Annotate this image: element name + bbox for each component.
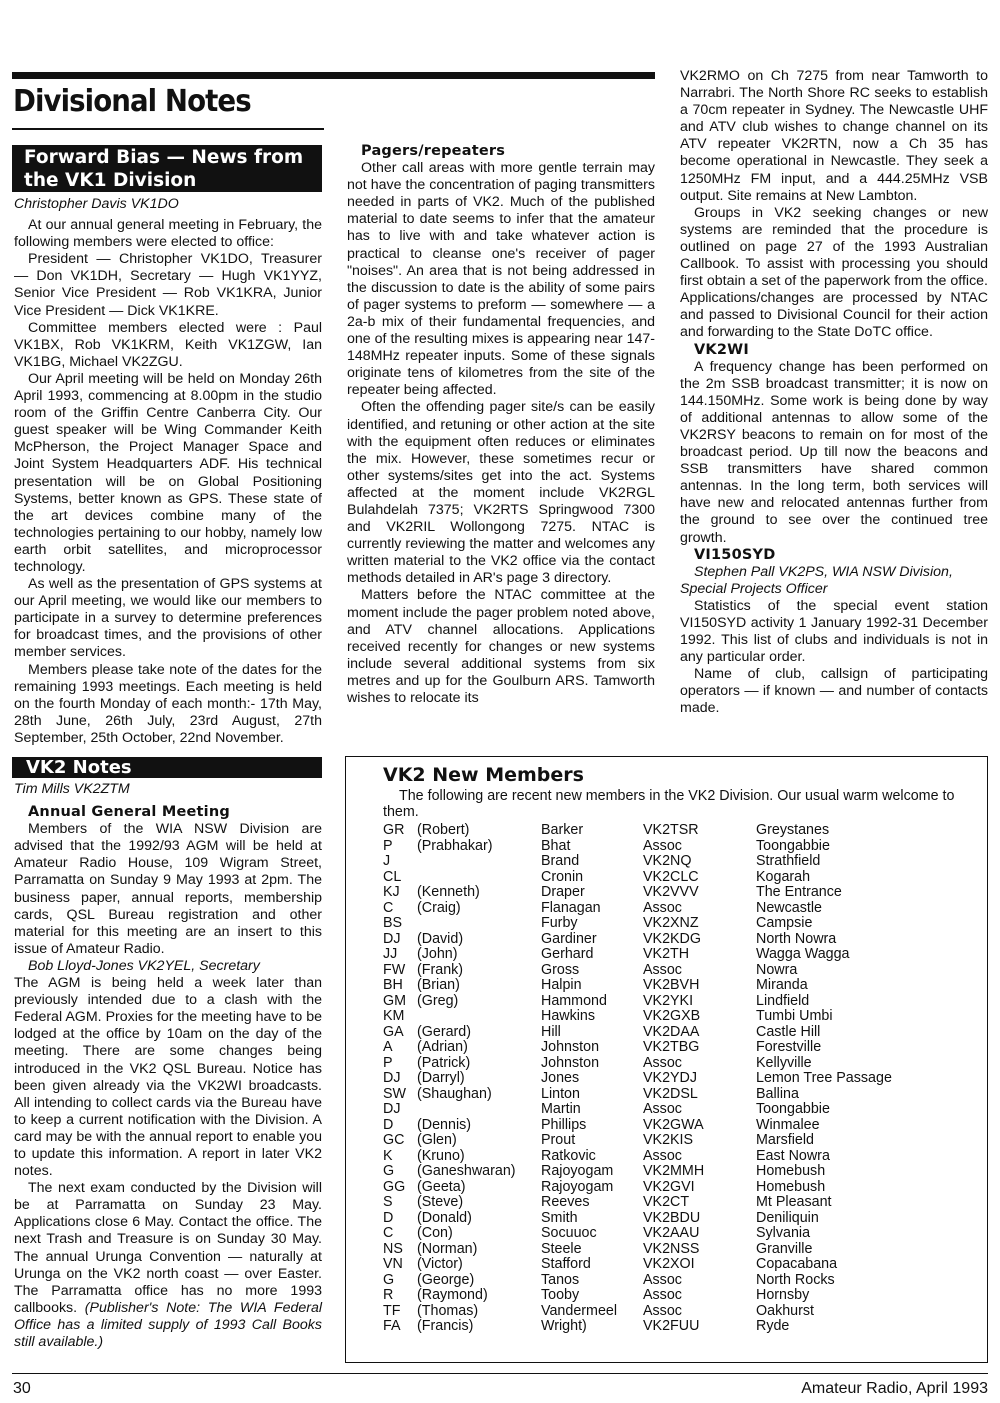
member-suburb: Wagga Wagga xyxy=(756,946,850,962)
member-row xyxy=(383,870,956,886)
member-surname: Cronin xyxy=(541,868,584,885)
member-callsign: Assoc xyxy=(643,961,682,978)
member-surname: Linton xyxy=(541,1085,580,1102)
member-row xyxy=(383,885,956,901)
member-callsign: Assoc xyxy=(643,837,682,854)
member-initials: KJ xyxy=(383,884,400,900)
member-given-name: (Darryl) xyxy=(417,1070,465,1086)
member-surname: Reeves xyxy=(541,1194,590,1210)
member-surname: Phillips xyxy=(541,1116,587,1133)
member-surname: Bhat xyxy=(541,837,571,854)
member-suburb: Oakhurst xyxy=(756,1302,815,1319)
member-row xyxy=(383,947,956,963)
member-callsign: VK2KIS xyxy=(643,1132,694,1148)
member-given-name xyxy=(417,916,541,932)
member-suburb: Ryde xyxy=(756,1318,790,1334)
member-given-name: (Craig) xyxy=(417,899,461,916)
vk1-banner xyxy=(12,145,322,192)
member-surname: Smith xyxy=(541,1209,578,1226)
member-row xyxy=(383,978,956,994)
publication-footer: Amateur Radio, April 1993 xyxy=(801,1380,988,1397)
vk2wi-subhead: VK2WI xyxy=(694,341,749,358)
right-column xyxy=(680,68,988,718)
member-row xyxy=(383,1211,956,1227)
member-row xyxy=(383,1040,956,1056)
member-given-name: (Adrian) xyxy=(417,1039,468,1055)
member-given-name: (Victor) xyxy=(417,1256,463,1272)
member-suburb: Strathfield xyxy=(756,853,821,869)
member-row xyxy=(383,1273,956,1289)
member-callsign: VK2KDG xyxy=(643,930,702,947)
right-paragraph: Name of club, callsign of participating operators — if known — and number of contacts made. xyxy=(680,666,988,717)
vk1-byline: Christopher Davis VK1DO xyxy=(14,196,179,212)
member-callsign: VK2XOI xyxy=(643,1256,695,1272)
member-given-name: (Frank) xyxy=(417,961,464,978)
member-surname: Tooby xyxy=(541,1287,580,1303)
member-suburb: North Rocks xyxy=(756,1271,835,1288)
member-suburb: Forestville xyxy=(756,1039,822,1055)
member-row xyxy=(383,963,956,979)
member-suburb: Copacabana xyxy=(756,1256,838,1272)
member-initials: GC xyxy=(383,1132,405,1148)
member-surname: Gardiner xyxy=(541,930,597,947)
member-row xyxy=(383,854,956,870)
member-suburb: North Nowra xyxy=(756,930,837,947)
member-suburb: Toongabbie xyxy=(756,1101,830,1117)
member-given-name: (Patrick) xyxy=(417,1054,471,1071)
vk1-banner-line2: the VK1 Division xyxy=(24,170,197,191)
member-callsign: Assoc xyxy=(643,1302,682,1319)
member-initials: SW xyxy=(383,1085,407,1102)
member-suburb: Ballina xyxy=(756,1085,799,1102)
member-initials: BH xyxy=(383,977,403,993)
member-initials: A xyxy=(383,1039,393,1055)
agm-subhead: Annual General Meeting xyxy=(28,804,230,821)
member-surname: Vandermeel xyxy=(541,1302,618,1319)
member-surname: Rajoyogam xyxy=(541,1163,614,1179)
vk2-byline: Tim Mills VK2ZTM xyxy=(14,781,130,797)
member-surname: Stafford xyxy=(541,1256,591,1272)
member-callsign: Assoc xyxy=(643,1147,682,1164)
member-initials: C xyxy=(383,1225,394,1241)
member-surname: Brand xyxy=(541,853,580,869)
member-callsign: Assoc xyxy=(643,1271,682,1288)
member-callsign: Assoc xyxy=(643,899,682,916)
member-given-name: (Steve) xyxy=(417,1194,464,1210)
member-given-name xyxy=(417,870,541,886)
member-suburb: Hornsby xyxy=(756,1287,810,1303)
member-callsign: VK2GXB xyxy=(643,1008,701,1024)
member-given-name: (David) xyxy=(417,930,464,947)
new-members-box xyxy=(345,756,988,1363)
member-callsign: VK2BVH xyxy=(643,977,700,993)
member-surname: Ratkovic xyxy=(541,1147,596,1164)
member-callsign: VK2XNZ xyxy=(643,915,699,931)
vi150syd-subhead: VI150SYD xyxy=(694,546,776,563)
member-given-name: (Greg) xyxy=(417,992,459,1009)
member-initials: FA xyxy=(383,1318,401,1334)
vk1-paragraph: Members please take note of the dates for the remaining 1993 meetings. Each meeting is held on the fourth Monday of each month:- 17th May, 28th June, 26th July, 23rd August, 27th September, 25th October, 22nd November. xyxy=(14,661,322,746)
vk2-paragraph xyxy=(14,1180,322,1351)
member-surname: Socuuoc xyxy=(541,1225,597,1241)
member-suburb: Sylvania xyxy=(756,1225,811,1241)
member-suburb: Kogarah xyxy=(756,868,811,885)
member-callsign: VK2CLC xyxy=(643,868,699,885)
vk2-paragraph-text: The next exam conducted by the Division will be at Parramatta on Sunday 23 May. Applications close 6 May. Contact the office. The next Trash and Treasure is on Sunday 30 May. The annual Urunga Convention — naturally at Urunga on the VK2 north coast — over Easter. The Parramatta office has no more 1993 callbooks. xyxy=(14,1180,322,1316)
member-row xyxy=(383,1102,956,1118)
member-surname: Martin xyxy=(541,1101,581,1117)
publisher-note: (Publisher's Note: The WIA Federal Office has a limited supply of 1993 Call Books still available.) xyxy=(14,1299,323,1350)
member-surname: Jones xyxy=(541,1070,580,1086)
member-row xyxy=(383,994,956,1010)
member-initials: GR xyxy=(383,822,405,838)
members-table xyxy=(383,823,956,1335)
member-initials: DJ xyxy=(383,1101,401,1117)
vk1-paragraph: Committee members elected were : Paul VK1BX, Rob VK1KRM, Keith VK1ZGW, Ian VK1BG, Michael VK2ZGU. xyxy=(14,319,322,370)
member-row xyxy=(383,1133,956,1149)
member-given-name: (Glen) xyxy=(417,1132,457,1148)
member-row xyxy=(383,1087,956,1103)
member-surname: Gerhard xyxy=(541,946,594,962)
member-suburb: Marsfield xyxy=(756,1132,814,1148)
member-row xyxy=(383,1242,956,1258)
member-initials: P xyxy=(383,1054,393,1071)
member-suburb: Lemon Tree Passage xyxy=(756,1070,892,1086)
member-given-name: (Kruno) xyxy=(417,1147,465,1164)
member-initials: K xyxy=(383,1147,393,1164)
member-initials: KM xyxy=(383,1008,405,1024)
member-surname: Johnston xyxy=(541,1054,600,1071)
member-callsign: VK2FUU xyxy=(643,1318,700,1334)
member-given-name: (George) xyxy=(417,1271,475,1288)
member-row xyxy=(383,1056,956,1072)
member-callsign: VK2YKI xyxy=(643,992,694,1009)
member-given-name: (Geeta) xyxy=(417,1178,466,1195)
member-surname: Draper xyxy=(541,884,585,900)
member-callsign: VK2DAA xyxy=(643,1023,700,1040)
member-initials: GM xyxy=(383,992,407,1009)
member-given-name: (Ganeshwaran) xyxy=(417,1163,516,1179)
member-callsign: Assoc xyxy=(643,1101,682,1117)
member-callsign: VK2MMH xyxy=(643,1163,705,1179)
vk1-banner-line1: Forward Bias — News from xyxy=(24,147,304,168)
member-given-name: (Donald) xyxy=(417,1209,472,1226)
vi150syd-byline: Special Projects Officer xyxy=(680,580,828,597)
page-title: Divisional Notes xyxy=(13,84,251,119)
member-initials: R xyxy=(383,1287,394,1303)
member-callsign: VK2TBG xyxy=(643,1039,700,1055)
member-initials: DJ xyxy=(383,930,401,947)
member-row xyxy=(383,1071,956,1087)
member-callsign: Assoc xyxy=(643,1287,682,1303)
member-surname: Wright) xyxy=(541,1318,587,1334)
member-callsign: VK2NQ xyxy=(643,853,692,869)
vk2-paragraph: Members of the WIA NSW Division are advised that the 1992/93 AGM will be held at Amateur Radio House, 109 Wigram Street, Parramatta on Sunday 9 May 1993 at 2pm. The business paper, annual reports, membership cards, QSL Bureau registration and other material for this meeting are an insert to this issue of Amateur Radio. xyxy=(14,821,322,957)
member-suburb: East Nowra xyxy=(756,1147,830,1164)
vk2-paragraph: The AGM is being held a week later than previously intended due to a clash with the Federal AGM. Proxies for the meeting have to be lodged at the office by 10am on the day of the meeting. There are some changes being introduced in the VK2 QSL Bureau. Notice has been given already via the VK2WI broadcasts. All intending to collect cards via the Bureau have to keep a current notification with the Division. A card may be with the annual report to enable you to update this information. A report in later VK2 notes. xyxy=(14,975,322,1180)
member-initials: G xyxy=(383,1271,395,1288)
member-callsign: VK2CT xyxy=(643,1194,690,1210)
member-suburb: Mt Pleasant xyxy=(756,1194,832,1210)
vk2-banner: VK2 Notes xyxy=(12,757,322,778)
vk1-paragraph: As well as the presentation of GPS systems at our April meeting, we would like our members to participate in a survey to determine preferences for broadcast times, and the provisions of other member services. xyxy=(14,576,322,661)
member-suburb: Miranda xyxy=(756,977,808,993)
member-callsign: VK2DSL xyxy=(643,1085,698,1102)
member-initials: S xyxy=(383,1194,393,1210)
member-suburb: Campsie xyxy=(756,915,813,931)
pagers-column xyxy=(347,143,655,707)
member-surname: Steele xyxy=(541,1240,582,1257)
pagers-paragraph: Matters before the NTAC committee at the moment include the pager problem noted above, and ATV channel allocations. Applications received recently for changes or new systems include several additional systems from six metres and up for the Goulburn ARS. Tamworth wishes to relocate its xyxy=(347,587,655,706)
member-given-name: (Norman) xyxy=(417,1240,478,1257)
member-row xyxy=(383,916,956,932)
member-callsign: VK2GVI xyxy=(643,1178,695,1195)
member-suburb: Granville xyxy=(756,1240,813,1257)
member-row xyxy=(383,932,956,948)
member-callsign: VK2TSR xyxy=(643,822,699,838)
member-surname: Gross xyxy=(541,961,580,978)
member-suburb: Winmalee xyxy=(756,1116,820,1133)
member-row xyxy=(383,1164,956,1180)
member-suburb: Deniliquin xyxy=(756,1209,819,1226)
member-callsign: VK2VVV xyxy=(643,884,699,900)
member-suburb: Nowra xyxy=(756,961,798,978)
member-suburb: Castle Hill xyxy=(756,1023,821,1040)
member-row xyxy=(383,823,956,839)
member-given-name: (Shaughan) xyxy=(417,1085,492,1102)
right-paragraph: A frequency change has been performed on the 2m SSB broadcast transmitter; it is now on 144.150MHz. Some work is being done by way of additional antennas to allow some of the VK2RSY beacons to remain on for most of the broadcast period. Up till now the beacons and SSB transmitters have shared common antennas. In the long term, both services will have new and relocated antennas further from the ground to see over the continued tree growth. xyxy=(680,358,988,546)
member-callsign: VK2AAU xyxy=(643,1225,700,1241)
member-suburb: Kellyville xyxy=(756,1054,812,1071)
member-initials: D xyxy=(383,1209,394,1226)
pagers-subhead: Pagers/repeaters xyxy=(361,143,506,159)
member-suburb: The Entrance xyxy=(756,884,842,900)
pagers-paragraph: Often the offending pager site/s can be easily identified, and retuning or other action at the site with the equipment often reduces or eliminates the mix. However, these sometimes recur or other systems/sites get into the act. Systems affected at the moment include VK2RGL Bulahdelah 7375; VK2RTS Springwood 7300 and VK2RIL Wollongong 7275. NTAC is currently reviewing the matter and welcomes any written material to the VK2 office via the contact methods detailed in AR's page 3 directory. xyxy=(347,399,655,587)
member-surname: Rajoyogam xyxy=(541,1178,614,1195)
member-initials: BS xyxy=(383,915,403,931)
member-initials: JJ xyxy=(383,946,398,962)
member-suburb: Lindfield xyxy=(756,992,810,1009)
member-surname: Furby xyxy=(541,915,578,931)
member-given-name: (John) xyxy=(417,946,458,962)
member-row xyxy=(383,1025,956,1041)
member-row xyxy=(383,1180,956,1196)
member-given-name xyxy=(417,1009,541,1025)
member-given-name: (Francis) xyxy=(417,1318,474,1334)
member-initials: D xyxy=(383,1116,394,1133)
member-surname: Prout xyxy=(541,1132,576,1148)
member-given-name: (Dennis) xyxy=(417,1116,472,1133)
member-callsign: Assoc xyxy=(643,1054,682,1071)
right-paragraph: Statistics of the special event station VI150SYD activity 1 January 1992-31 December 1992. This list of clubs and individuals is not in any particular order. xyxy=(680,597,988,666)
member-callsign: VK2BDU xyxy=(643,1209,701,1226)
member-row xyxy=(383,1304,956,1320)
member-initials: J xyxy=(383,853,391,869)
vk1-paragraph: Our April meeting will be held on Monday 26th April 1993, commencing at 8.00pm in the studio room of the Griffin Centre Canberra City. Our guest speaker will be Wing Commander Keith McPherson, the Project Manager Space and Joint System Headquarters ADF. His technical presentation will be on Global Positioning Systems, better known as GPS. These state of the art devices combine many of the technologies pertaining to our hobby, namely low earth orbit satellites, and microprocessor technology. xyxy=(14,370,322,575)
member-initials: NS xyxy=(383,1240,403,1257)
member-given-name: (Thomas) xyxy=(417,1302,479,1319)
title-rule xyxy=(12,128,324,130)
member-suburb: Greystanes xyxy=(756,822,830,838)
member-given-name: (Gerard) xyxy=(417,1023,472,1040)
member-row xyxy=(383,1288,956,1304)
new-members-intro: The following are recent new members in the VK2 Division. Our usual warm welcome to them. xyxy=(383,788,955,820)
member-initials: TF xyxy=(383,1302,401,1319)
member-initials: VN xyxy=(383,1256,403,1272)
secretary-signature: Bob Lloyd-Jones VK2YEL, Secretary xyxy=(28,957,260,974)
member-given-name xyxy=(417,854,541,870)
member-initials: P xyxy=(383,837,393,854)
member-row xyxy=(383,1257,956,1273)
member-given-name: (Brian) xyxy=(417,977,460,993)
member-callsign: VK2NSS xyxy=(643,1240,700,1257)
member-suburb: Newcastle xyxy=(756,899,822,916)
member-initials: FW xyxy=(383,961,406,978)
member-row xyxy=(383,1149,956,1165)
member-initials: CL xyxy=(383,868,402,885)
member-initials: DJ xyxy=(383,1070,401,1086)
member-row xyxy=(383,1009,956,1025)
vk1-paragraph: At our annual general meeting in February, the following members were elected to office: xyxy=(14,217,322,251)
member-row xyxy=(383,1118,956,1134)
member-initials: C xyxy=(383,899,394,916)
member-surname: Barker xyxy=(541,822,584,838)
member-row xyxy=(383,1226,956,1242)
member-surname: Halpin xyxy=(541,977,582,993)
vi150syd-byline: Stephen Pall VK2PS, WIA NSW Division, xyxy=(694,563,953,580)
member-given-name: (Raymond) xyxy=(417,1287,488,1303)
member-row xyxy=(383,1195,956,1211)
member-surname: Johnston xyxy=(541,1039,600,1055)
footer-rule xyxy=(12,1373,988,1374)
right-paragraph: VK2RMO on Ch 7275 from near Tamworth to Narrabri. The North Shore RC seeks to establish a 70cm repeater in Sydney. The Newcastle UHF and ATV club wishes to change channel on its ATV repeater VK2RTN, now a Ch 35 has become operational in Newcastle. They seek a 1250MHz FM input, and a 444.25MHz VSB output. Site remains at New Lambton. xyxy=(680,68,988,204)
right-paragraph: Groups in VK2 seeking changes or new systems are reminded that the procedure is outlined on page 27 of the 1993 Australian Callbook. To assist with processing you should first obtain a set of the paperwork from the office. Applications/changes are processed by NTAC and passed to Divisional Council for their action and forwarding to the State DoTC office. xyxy=(680,204,988,341)
member-initials: G xyxy=(383,1163,395,1179)
member-row xyxy=(383,1319,956,1335)
member-surname: Tanos xyxy=(541,1271,580,1288)
member-callsign: VK2GWA xyxy=(643,1116,704,1133)
member-surname: Flanagan xyxy=(541,899,601,916)
member-callsign: VK2TH xyxy=(643,946,690,962)
member-suburb: Tumbi Umbi xyxy=(756,1008,833,1024)
member-callsign: VK2YDJ xyxy=(643,1070,698,1086)
member-given-name: (Prabhakar) xyxy=(417,837,493,854)
member-given-name: (Kenneth) xyxy=(417,884,480,900)
member-initials: GG xyxy=(383,1178,406,1195)
new-members-title: VK2 New Members xyxy=(383,764,584,786)
member-given-name: (Con) xyxy=(417,1225,453,1241)
top-rule xyxy=(12,72,655,79)
member-surname: Hill xyxy=(541,1023,561,1040)
pagers-paragraph: Other call areas with more gentle terrain may not have the concentration of paging transmitters needed in parts of VK2. Much of the published material to date seems to infer that the amateur has to live with and take whatever action is practical to cleanse one's receiver of pager "noises". An area that is not being addressed in the discussion to date is the ability of some pairs of pager systems to preform — somewhere — a 2a-b mix of their fundamental frequencies, and one of the resulting mixes is appearing near 147-148MHz repeater inputs. Some of these signals originate tens of kilometres from the site of the repeater being affected. xyxy=(347,160,655,399)
page-number: 30 xyxy=(13,1380,31,1397)
member-surname: Hawkins xyxy=(541,1008,596,1024)
member-row xyxy=(383,901,956,917)
vk1-paragraph: President — Christopher VK1DO, Treasurer — Don VK1DH, Secretary — Hugh VK1YYZ, Senior Vice President — Rob VK1KRA, Junior Vice President — Dick VK1KRE. xyxy=(14,251,322,319)
member-given-name xyxy=(417,1102,541,1118)
member-suburb: Homebush xyxy=(756,1163,826,1179)
member-initials: GA xyxy=(383,1023,404,1040)
member-surname: Hammond xyxy=(541,992,607,1009)
vk2-column xyxy=(14,781,322,1351)
member-suburb: Toongabbie xyxy=(756,837,830,854)
member-suburb: Homebush xyxy=(756,1178,826,1195)
vk1-column xyxy=(14,196,322,747)
member-given-name: (Robert) xyxy=(417,822,470,838)
member-row xyxy=(383,839,956,855)
